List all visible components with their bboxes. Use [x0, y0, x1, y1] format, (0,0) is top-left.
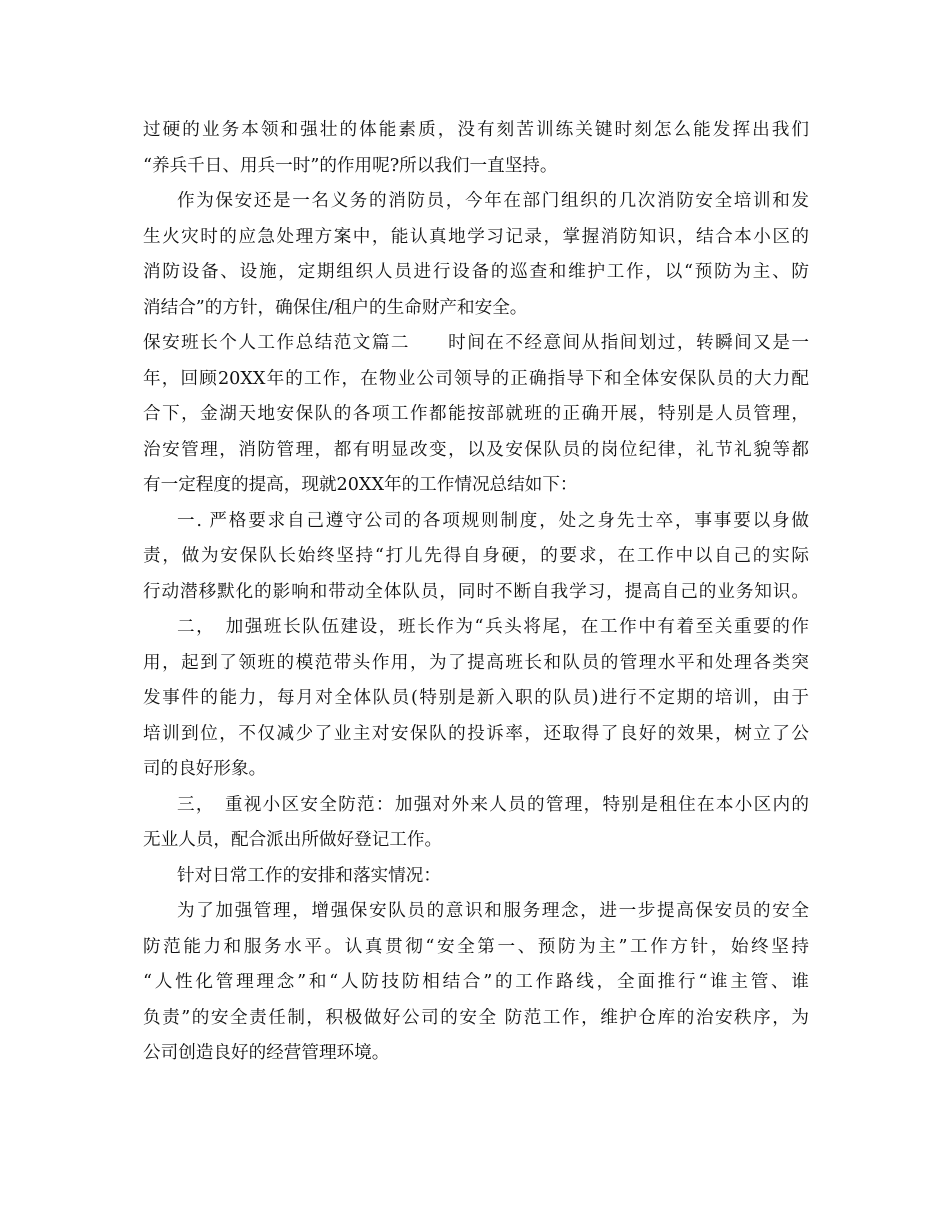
- text-line: 年，回顾20XX年的工作，在物业公司领导的正确指导下和全体安保队员的大力配: [143, 368, 809, 389]
- text-line: 合下，金湖天地安保队的各项工作都能按部就班的正确开展，特别是人员管理，: [143, 404, 809, 424]
- text-line: 司的良好形象。: [143, 759, 267, 779]
- text-line: 生火灾时的应急处理方案中，能认真地学习记录，掌握消防知识，结合本小区的: [143, 226, 809, 247]
- text-line: 治安管理，消防管理，都有明显改变，以及安保队员的岗位纪律，礼节礼貌等都: [143, 439, 809, 460]
- text-line: 消防设备、设施，定期组织人员进行设备的巡查和维护工作，以“预防为主、防: [143, 262, 809, 282]
- text-line: 无业人员，配合派出所做好登记工作。: [143, 830, 443, 850]
- text-line: 三， 重视小区安全防范：加强对外来人员的管理，特别是租住在本小区内的: [177, 794, 809, 815]
- text-line: 发事件的能力，每月对全体队员(特别是新入职的队员)进行不定期的培训，由于: [143, 688, 809, 708]
- text-line: 培训到位，不仅减少了业主对安保队的投诉率，还取得了良好的效果，树立了公: [143, 723, 809, 744]
- text-line: 负责”的安全责任制，积极做好公司的安全 防范工作，维护仓库的治安秩序，为: [143, 1007, 809, 1028]
- text-line: 用，起到了领班的模范带头作用，为了提高班长和队员的管理水平和处理各类突: [143, 652, 809, 673]
- text-line: 二， 加强班长队伍建设，班长作为“兵头将尾，在工作中有着至关重要的作: [177, 617, 809, 637]
- document-body: [143, 113, 809, 1072]
- text-line: 一. 严格要求自己遵守公司的各项规则制度，处之身先士卒，事事要以身做: [177, 510, 809, 531]
- text-line: 作为保安还是一名义务的消防员，今年在部门组织的几次消防安全培训和发: [177, 191, 809, 211]
- text-line: 公司创造良好的经营管理环境。: [143, 1043, 390, 1063]
- text-line: 针对日常工作的安排和落实情况：: [177, 865, 441, 886]
- text-line: 为了加强管理，增强保安队员的意识和服务理念，进一步提高保安员的安全: [177, 901, 809, 921]
- section-heading-line: 保安班长个人工作总结范文篇二 时间在不经意间从指间划过，转瞬间又是一: [143, 333, 809, 353]
- text-line: “人性化管理理念”和“人防技防相结合”的工作路线，全面推行“谁主管、谁: [143, 972, 809, 992]
- text-line: “养兵千日、用兵一时”的作用呢?所以我们一直坚持。: [143, 155, 558, 176]
- text-line: 防范能力和服务水平。认真贯彻“安全第一、预防为主”工作方针，始终坚持: [143, 936, 809, 957]
- text-line: 有一定程度的提高，现就20XX年的工作情况总结如下：: [143, 475, 578, 495]
- text-line: 过硬的业务本领和强壮的体能素质，没有刻苦训练关键时刻怎么能发挥出我们: [143, 120, 809, 140]
- text-line: 责，做为安保队长始终坚持“打儿先得自身硬，的要求，在工作中以自己的实际: [143, 546, 809, 566]
- text-line: 行动潜移默化的影响和带动全体队员，同时不断自我学习，提高自己的业务知识。: [143, 581, 809, 602]
- text-line: 消结合”的方针，确保住/租户的生命财产和安全。: [143, 297, 528, 318]
